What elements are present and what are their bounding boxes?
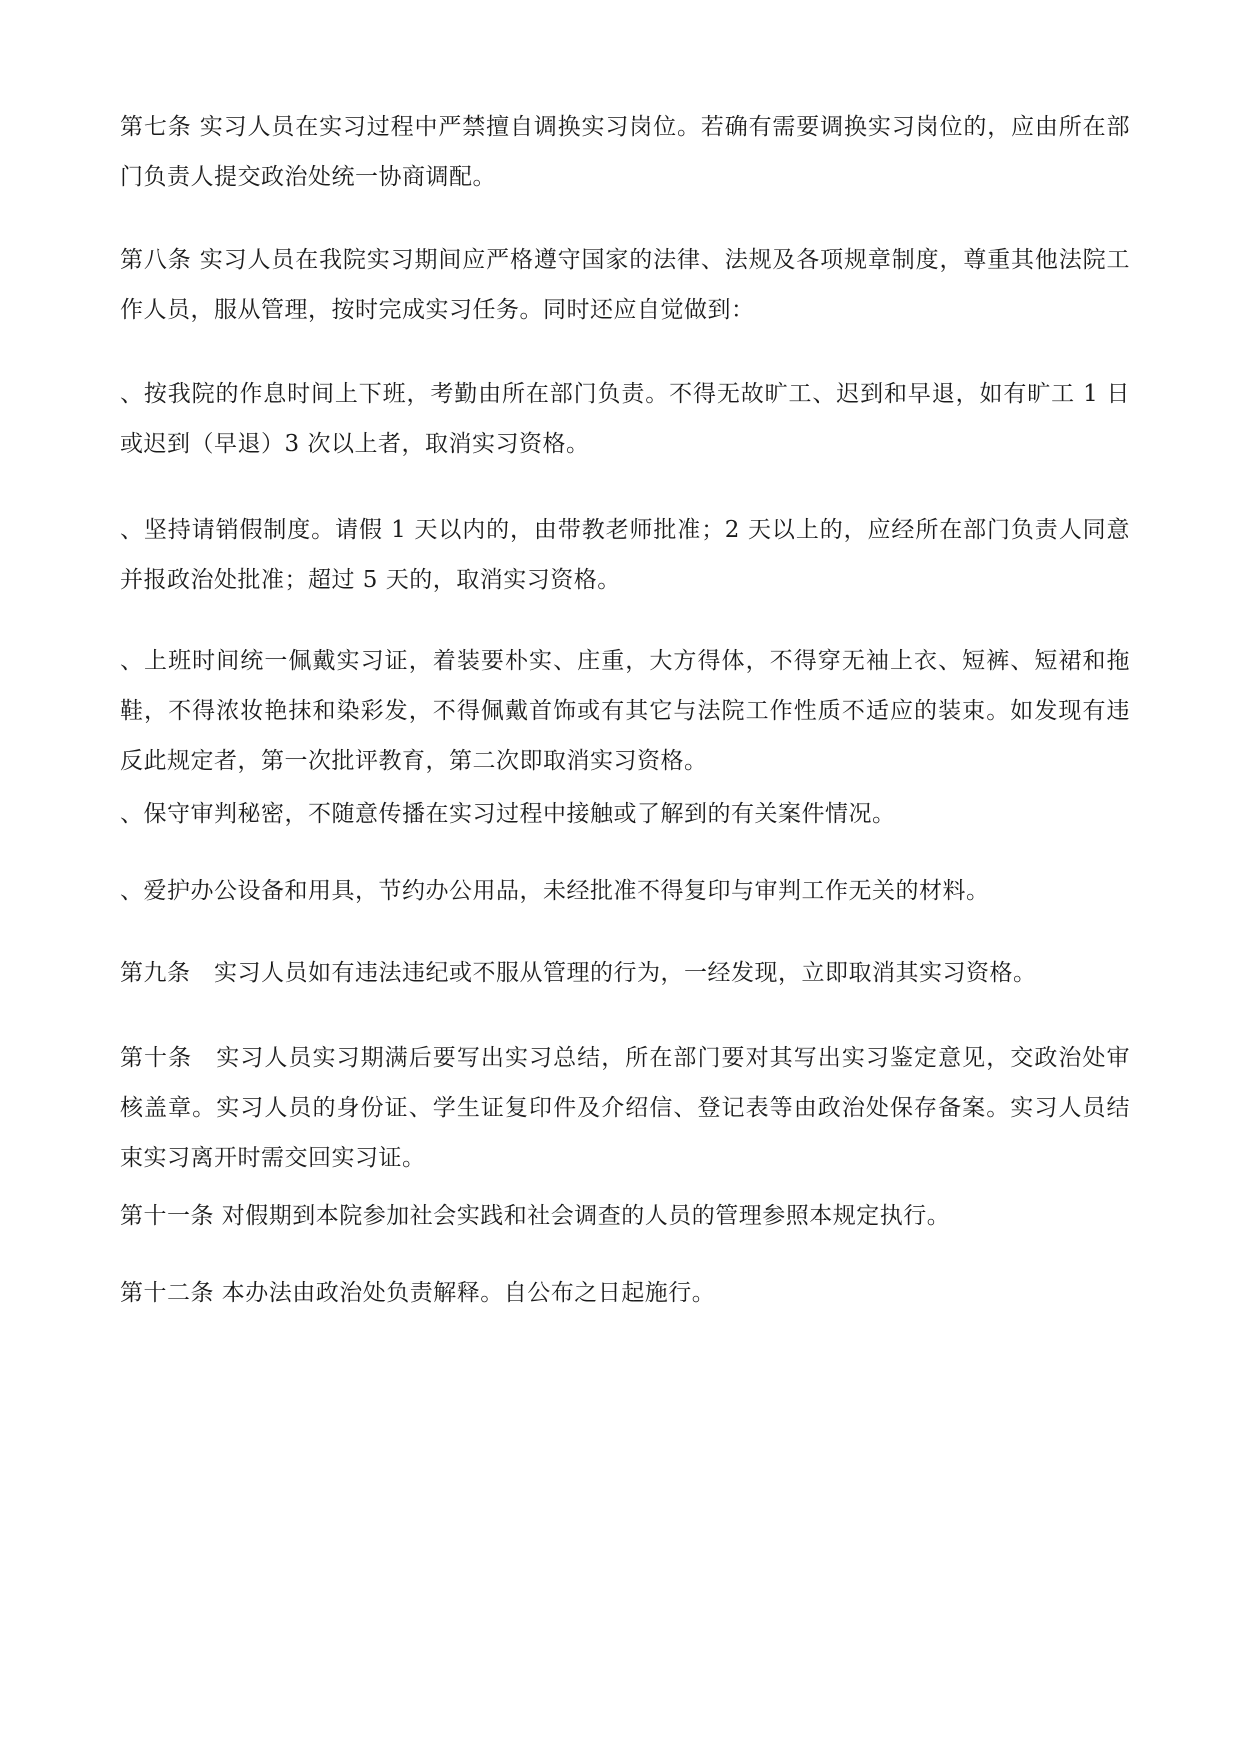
article-8-paragraph: 第八条 实习人员在我院实习期间应严格遵守国家的法律、法规及各项规章制度，尊重其他法院工作人员，服从管理，按时完成实习任务。同时还应自觉做到：	[120, 247, 1130, 323]
article-8-item-leave: 、坚持请销假制度。请假 1 天以内的，由带教老师批准；2 天以上的，应经所在部门负责人同意并报政治处批准；超过 5 天的，取消实习资格。	[120, 517, 1130, 593]
article-11-paragraph: 第十一条 对假期到本院参加社会实践和社会调查的人员的管理参照本规定执行。	[120, 1203, 951, 1229]
article-8-item-attendance: 、按我院的作息时间上下班，考勤由所在部门负责。不得无故旷工、迟到和早退，如有旷工 1 日或迟到（早退）3 次以上者，取消实习资格。	[120, 381, 1130, 457]
article-10-paragraph: 第十条 实习人员实习期满后要写出实习总结，所在部门要对其写出实习鉴定意见，交政治处审核盖章。实习人员的身份证、学生证复印件及介绍信、登记表等由政治处保存备案。实习人员结束实习离开时需交回实习证。	[120, 1045, 1130, 1171]
article-9-paragraph: 第九条 实习人员如有违法违纪或不服从管理的行为，一经发现，立即取消其实习资格。	[120, 960, 1037, 986]
article-7-paragraph: 第七条 实习人员在实习过程中严禁擅自调换实习岗位。若确有需要调换实习岗位的，应由所在部门负责人提交政治处统一协商调配。	[120, 114, 1130, 190]
article-12-paragraph: 第十二条 本办法由政治处负责解释。自公布之日起施行。	[120, 1280, 716, 1306]
article-8-item-equipment: 、爱护办公设备和用具，节约办公用品，未经批准不得复印与审判工作无关的材料。	[120, 878, 990, 904]
article-8-item-dress-code: 、上班时间统一佩戴实习证，着装要朴实、庄重，大方得体，不得穿无袖上衣、短裤、短裙和拖鞋，不得浓妆艳抹和染彩发，不得佩戴首饰或有其它与法院工作性质不适应的装束。如发现有违反此规定者，第一次批评教育，第二次即取消实习资格。	[120, 648, 1130, 774]
article-8-item-confidentiality: 、保守审判秘密，不随意传播在实习过程中接触或了解到的有关案件情况。	[120, 801, 896, 827]
